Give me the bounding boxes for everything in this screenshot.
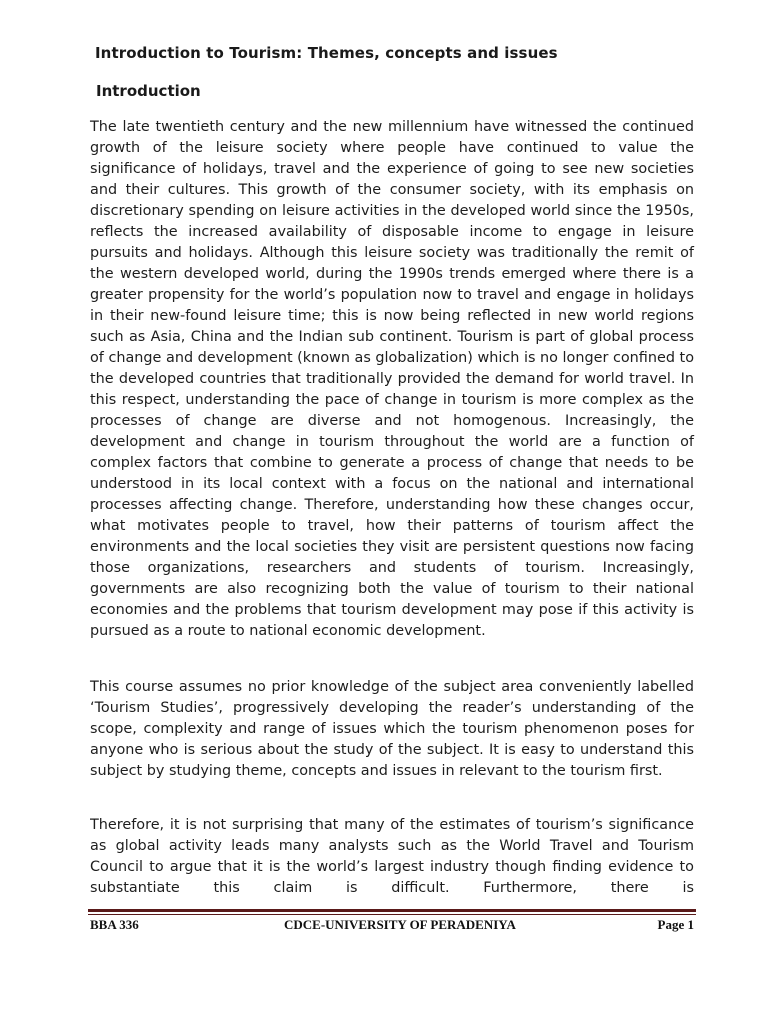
paragraph-3-container [90, 815, 694, 899]
document-title: Introduction to Tourism: Themes, concepts and issues [95, 44, 558, 62]
paragraph-1: The late twentieth century and the new millennium have witnessed the continued growth of the leisure society where people have continued to value the significance of holidays, travel and the experience of going to see new societies and their cultures. This growth of the consumer society, with its emphasis on discretionary spending on leisure activities in the developed world since the 1950s, reflects the increased availability of disposable income to engage in leisure pursuits and holidays. Although this leisure society was traditionally the remit of the western developed world, during the 1990s trends emerged where there is a greater propensity for the world’s population now to travel and engage in holidays in their new-found leisure time; this is now being reflected in new world regions such as Asia, China and the Indian sub continent. Tourism is part of global process of change and development (known as globalization) which is no longer confined to the developed countries that traditionally provided the demand for world travel. In this respect, understanding the pace of change in tourism is more complex as the processes of change are diverse and not homogenous. Increasingly, the development and change in tourism throughout the world are a function of complex factors that combine to generate a process of change that needs to be understood in its local context with a focus on the national and international processes affecting change. Therefore, understanding how these changes occur, what motivates people to travel, how their patterns of tourism affect the environments and the local societies they visit are persistent questions now facing those organizations, researchers and students of tourism. Increasingly, governments are also recognizing both the value of tourism to their national economies and the problems that tourism development may pose if this activity is pursued as a route to national economic development. [90, 119, 694, 639]
footer-rule-thick [88, 909, 696, 912]
footer-institution: CDCE-UNIVERSITY OF PERADENIYA [284, 917, 516, 932]
paragraph-2: This course assumes no prior knowledge of the subject area conveniently labelled ‘Tourism Studies’, progressively developing the reader’s understanding of the scope, complexity and range of issues which the tourism phenomenon poses for anyone who is serious about the study of the subject. It is easy to understand this subject by studying theme, concepts and issues in relevant to the tourism first. [90, 679, 694, 779]
footer-course-code: BBA 336 [90, 917, 139, 932]
footer-rule-thin [88, 914, 696, 915]
paragraph-3: Therefore, it is not surprising that many of the estimates of tourism’s significance as global activity leads many analysts such as the World Travel and Tourism Council to argue that it is the world’s largest industry though finding evidence to substantiate this claim is difficult. Furthermore, there is [90, 817, 694, 896]
page-footer [88, 917, 696, 935]
section-heading: Introduction [96, 82, 201, 100]
footer-page-number: Page 1 [657, 917, 694, 932]
